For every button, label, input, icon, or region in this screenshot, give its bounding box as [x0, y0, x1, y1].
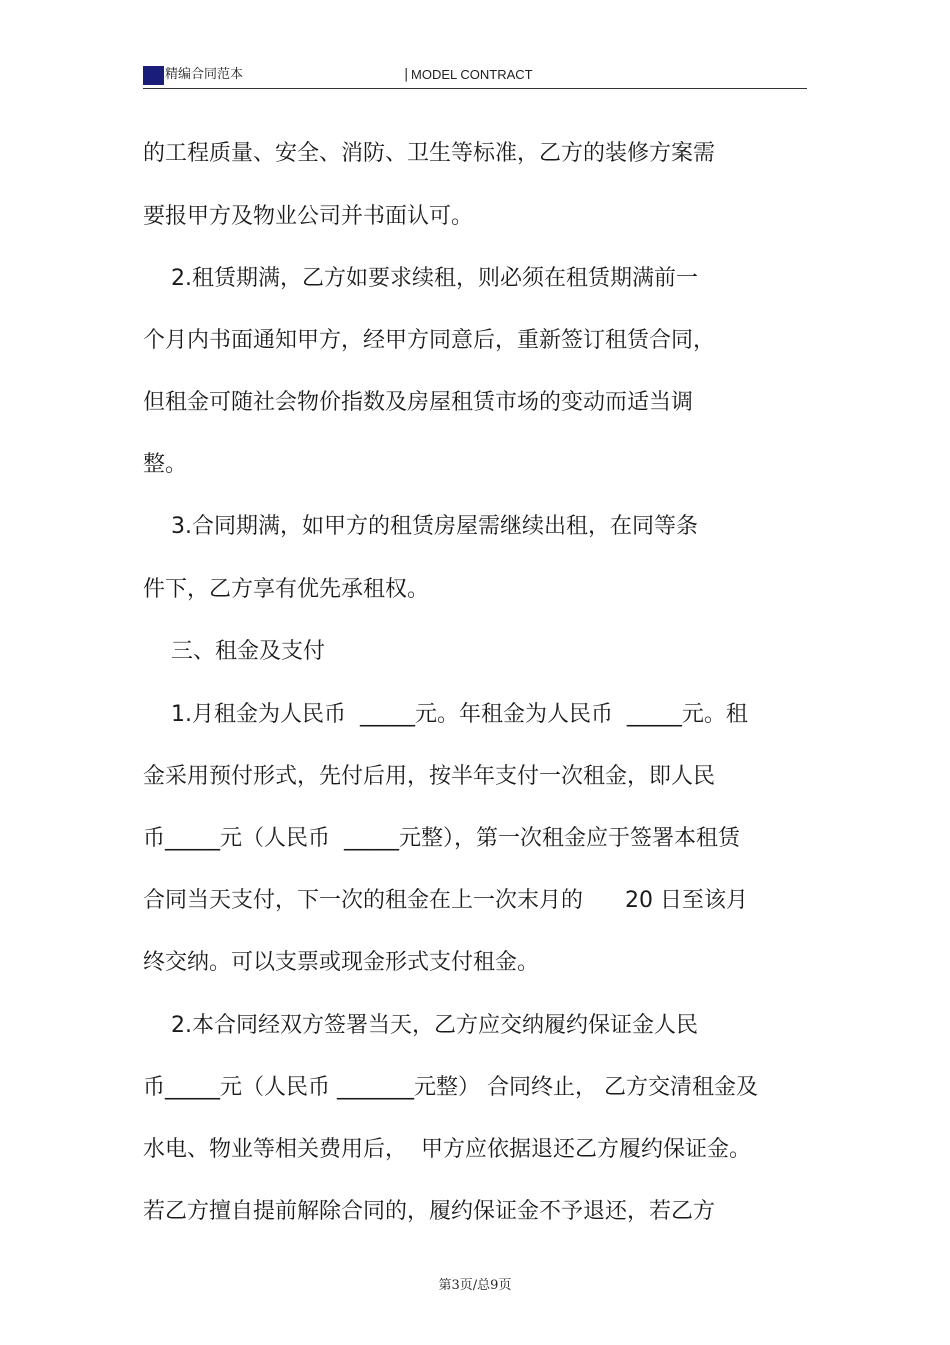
- page-number: 第3页/总9页: [438, 1278, 512, 1293]
- body-line: 2.本合同经双方签署当天，乙方应交纳履约保证金人民: [143, 1013, 698, 1038]
- header-divider: [143, 88, 807, 89]
- header-subtitle: MODEL CONTRACT: [411, 67, 533, 82]
- body-line: 1.月租金为人民币 _____元。年租金为人民币 _____元。租: [143, 702, 748, 727]
- body-line: 合同当天支付，下一次的租金在上一次末月的 20 日至该月: [143, 888, 748, 913]
- body-line: 水电、物业等相关费用后， 甲方应依据退还乙方履约保证金。: [143, 1137, 751, 1162]
- body-line: 金采用预付形式，先付后用，按半年支付一次租金，即人民: [143, 764, 716, 789]
- header-separator: |: [404, 67, 409, 82]
- header-logo-square: [143, 66, 164, 85]
- body-line: 2.租赁期满，乙方如要求续租，则必须在租赁期满前一: [143, 266, 698, 291]
- header-title: 精编合同范本: [165, 67, 244, 82]
- body-line: 若乙方擅自提前解除合同的，履约保证金不予退还，若乙方: [143, 1199, 716, 1224]
- page-header: [143, 64, 807, 88]
- body-line: 的工程质量、安全、消防、卫生等标准，乙方的装修方案需: [143, 141, 716, 166]
- section-heading: 三、租金及支付: [143, 639, 325, 664]
- body-line: 币_____元（人民币 _____元整），第一次租金应于签署本租赁: [143, 826, 740, 851]
- body-line: 3.合同期满，如甲方的租赁房屋需继续出租，在同等条: [143, 514, 698, 539]
- body-line: 整。: [143, 452, 188, 477]
- body-line: 但租金可随社会物价指数及房屋租赁市场的变动而适当调: [143, 390, 694, 415]
- body-line: 件下，乙方享有优先承租权。: [143, 577, 430, 602]
- body-line: 个月内书面通知甲方，经甲方同意后，重新签订租赁合同，: [143, 328, 716, 353]
- body-line: 币_____元（人民币 _______元整） 合同终止， 乙方交清租金及: [143, 1075, 758, 1100]
- body-line: 终交纳。可以支票或现金形式支付租金。: [143, 950, 540, 975]
- body-line: 要报甲方及物业公司并书面认可。: [143, 204, 474, 229]
